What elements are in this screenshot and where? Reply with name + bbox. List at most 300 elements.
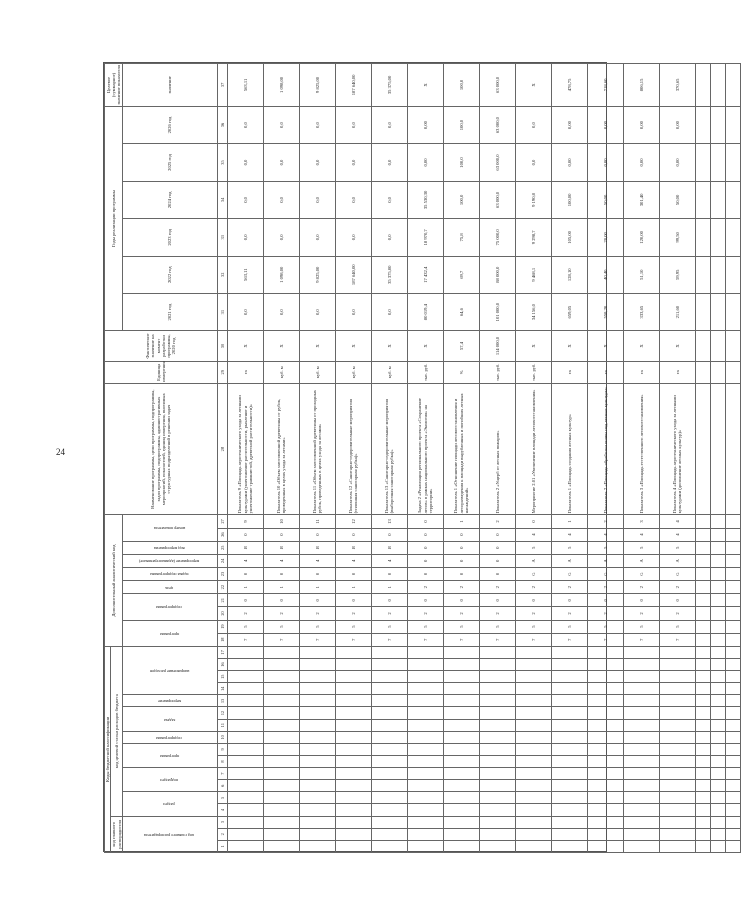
table-row [587,64,623,853]
kbk-cell [551,695,587,707]
unit-cell: куб. м [263,361,299,383]
kbk-cell [407,828,443,840]
kbk-cell [587,659,623,671]
kbk-cell [443,792,479,804]
analytic-subcol-header [122,567,217,580]
year-value-cell: 0,0 [299,181,335,218]
kbk-cell [551,768,587,780]
indicator-name-cell: Задача 2 «Реализация регионального проекта «Сохранение лесов» в рамках национального проекта «Экология» на территории» [407,383,443,514]
kbk-subcol-header [122,707,217,731]
table-row [263,64,299,853]
fact-value-cell: Х [407,331,443,361]
kbk-cell [299,828,335,840]
empty-cell [695,256,710,293]
kbk-cell [263,719,299,731]
vertical-header-label: подпрограмма [156,605,182,611]
kbk-cell [299,840,335,852]
year-value-cell: 0,0 [299,293,335,330]
analytic-code-cell: 0 [407,541,443,554]
year-value-cell: 0,0 [263,106,299,143]
column-number: 31 [217,293,227,330]
kbk-cell [479,659,515,671]
column-number: 18 [217,633,227,646]
kbk-cell [479,695,515,707]
kbk-cell [407,646,443,658]
kbk-subcol-header [122,646,217,695]
table-row [407,64,443,853]
year-value-cell: 0,0 [515,144,551,181]
kbk-cell [659,792,695,804]
analytic-code-cell: 0 [515,515,551,528]
kbk-cell [515,743,551,755]
empty-cell [725,581,740,594]
indicator-name-cell: Показатель 3 «Площадь естественного лесовосстановления» [623,383,659,514]
kbk-cell [227,816,263,828]
kbk-cell [551,683,587,695]
column-number: 21 [217,594,227,607]
year-value-cell: 64,6 [443,293,479,330]
analytic-code-cell: 3 [623,515,659,528]
kbk-cell [587,671,623,683]
analytic-code-cell: 2 [587,581,623,594]
column-number: 37 [217,64,227,107]
analytic-code-cell: 1 [263,581,299,594]
analytic-code-cell: 7 [335,633,371,646]
table-row [371,64,407,853]
column-number: 5 [217,792,227,804]
year-value-cell: 100,00 [551,181,587,218]
year-value-cell: 0,0 [335,181,371,218]
kbk-cell [227,792,263,804]
empty-cell [725,840,740,852]
analytic-code-cell: 7 [227,633,263,646]
empty-cell [710,567,725,580]
analytic-subcol-header [122,620,217,646]
fact-value-cell: Х [623,331,659,361]
kbk-cell [479,804,515,816]
empty-cell [710,181,725,218]
analytic-code-cell: G [587,567,623,580]
fact-value-cell: Х [659,331,695,361]
kbk-cell [443,756,479,768]
kbk-subcol-header [122,816,217,852]
empty-cell [695,719,710,731]
column-number: 24 [217,554,227,567]
kbk-cell [551,804,587,816]
analytic-code-cell: 2 [407,581,443,594]
unit-cell: % [443,361,479,383]
kbk-cell [299,646,335,658]
analytic-code-cell: 4 [263,554,299,567]
analytic-code-cell: 5 [659,541,695,554]
kbk-cell [443,671,479,683]
kbk-cell [227,707,263,719]
analytic-code-cell: 2 [659,581,695,594]
analytic-code-cell: 4 [371,554,407,567]
kbk-cell [479,768,515,780]
unit-cell: тыс. руб. [515,361,551,383]
kbk-cell [659,816,695,828]
empty-cell [725,620,740,633]
kbk-cell [551,646,587,658]
empty-cell [710,64,725,107]
column-number: 34 [217,181,227,218]
analytic-code-cell: 0 [659,594,695,607]
empty-cell [695,144,710,181]
table-row [443,64,479,853]
kbk-cell [407,768,443,780]
analytic-code-cell: 0 [299,567,335,580]
final-value-cell: 478,75 [551,64,587,107]
kbk-cell [479,756,515,768]
unit-cell: га [587,361,623,383]
analytic-subcol-header [122,515,217,541]
column-number: 12 [217,707,227,719]
kbk-cell [299,804,335,816]
unit-cell: куб. м [335,361,371,383]
empty-cell [725,707,740,719]
rotated-table-wrapper [104,63,683,853]
kbk-cell [515,683,551,695]
kbk-cell [335,683,371,695]
empty-cell [695,633,710,646]
column-number: 33 [217,219,227,256]
final-sub-header: значение [122,64,217,107]
kbk-cell [263,804,299,816]
kbk-cell [263,671,299,683]
analytic-code-cell: 7 [443,633,479,646]
analytic-code-cell: 2 [335,607,371,620]
empty-row [710,64,725,853]
kbk-cell [407,719,443,731]
year-value-cell: 0,0 [371,144,407,181]
year-value-cell: 70,00 [587,219,623,256]
kbk-cell [227,671,263,683]
indicator-name-cell: Показатель 13 «Санитарно-оздоровительные мероприятия (выборочная санитарная рубка)» [371,383,407,514]
kbk-cell [335,743,371,755]
empty-cell [695,64,710,107]
analytic-code-cell: 1 [371,581,407,594]
empty-cell [695,756,710,768]
column-number: 14 [217,683,227,695]
analytic-code-cell: 5 [443,620,479,633]
kbk-cell [335,816,371,828]
empty-cell [725,554,740,567]
analytic-code-cell: 13 [371,515,407,528]
analytic-code-cell: 4 [623,528,659,541]
kbk-cell [227,659,263,671]
analytic-code-cell: 0 [623,594,659,607]
kbk-cell [299,768,335,780]
kbk-cell [371,743,407,755]
analytic-subcol-header [122,594,217,620]
column-number: 32 [217,256,227,293]
year-value-cell: 101 000,0 [479,293,515,330]
kbk-cell [587,646,623,658]
analytic-code-cell: 11 [299,515,335,528]
empty-cell [695,567,710,580]
analytic-code-cell: 2 [551,607,587,620]
kbk-cell [227,780,263,792]
kbk-cell [227,683,263,695]
year-value-cell: 0,00 [587,106,623,143]
analytic-code-cell: 2 [263,607,299,620]
analytic-code-cell: 5 [551,620,587,633]
empty-cell [710,731,725,743]
analytic-code-cell: 4 [299,554,335,567]
analytic-code-cell: 0 [335,528,371,541]
kbk-cell [371,804,407,816]
kbk-cell [407,671,443,683]
kbk-cell [551,792,587,804]
analytic-code-cell: 7 [659,633,695,646]
analytic-code-cell: 0 [407,554,443,567]
year-value-cell: 50,00 [659,181,695,218]
empty-cell [725,567,740,580]
kbk-cell [515,646,551,658]
kbk-cell [227,646,263,658]
final-value-cell: 100,0 [443,64,479,107]
kbk-cell [443,743,479,755]
analytic-code-cell: 2 [659,607,695,620]
kbk-cell [515,707,551,719]
fact-value-cell: Х [335,331,371,361]
unit-cell: га [659,361,695,383]
analytic-code-cell: 5 [587,620,623,633]
analytic-code-cell: 0 [227,594,263,607]
year-value-cell: 35 530,30 [407,181,443,218]
column-number: 28 [217,383,227,514]
kbk-subcol-header [122,743,217,767]
kbk-cell [623,840,659,852]
kbk-cell [263,659,299,671]
analytic-code-cell: 0 [299,528,335,541]
kbk-cell [479,719,515,731]
table-row [551,64,587,853]
year-value-cell: 0,0 [335,144,371,181]
empty-cell [695,671,710,683]
kbk-cell [623,816,659,828]
kbk-cell [299,756,335,768]
empty-cell [710,106,725,143]
analytic-code-cell: G [659,567,695,580]
empty-cell [725,594,740,607]
kbk-cell [587,707,623,719]
kbk-cell [407,804,443,816]
kbk-cell [551,828,587,840]
empty-cell [725,792,740,804]
kbk-cell [299,707,335,719]
program-indicators-table [104,63,741,853]
analytic-code-cell: Я [299,541,335,554]
kbk-subcol-header [122,731,217,743]
column-number: 6 [217,780,227,792]
analytic-code-cell: 2 [515,607,551,620]
kbk-cell [407,659,443,671]
empty-cell [710,828,725,840]
empty-cell [695,331,710,361]
analytic-code-cell: 1 [335,581,371,594]
kbk-cell [515,804,551,816]
empty-cell [710,707,725,719]
year-value-cell: 0,0 [263,293,299,330]
analytic-subcol-header [122,541,217,554]
kbk-cell [623,671,659,683]
kbk-cell [335,646,371,658]
analytic-code-cell: 2 [587,607,623,620]
final-value-cell: 806,15 [623,64,659,107]
analytic-code-cell: 2 [443,607,479,620]
kbk-cell [227,804,263,816]
kbk-cell [263,792,299,804]
empty-cell [710,840,725,852]
empty-cell [725,804,740,816]
year-header: 2026 год [122,106,217,143]
empty-cell [710,719,725,731]
kbk-cell [335,780,371,792]
unit-cell: га [551,361,587,383]
kbk-cell [551,659,587,671]
empty-cell [725,719,740,731]
kbk-cell [335,840,371,852]
kbk-cell [659,780,695,792]
empty-cell [710,594,725,607]
kbk-cell [443,695,479,707]
year-value-cell: 301,40 [623,181,659,218]
year-value-cell: 0,0 [227,106,263,143]
empty-cell [710,219,725,256]
kbk-cell [623,756,659,768]
final-value-cell: Х [515,64,551,107]
analytic-code-cell: 2 [299,607,335,620]
analytic-code-cell: 5 [479,620,515,633]
kbk-cell [659,840,695,852]
analytic-code-cell: 2 [479,515,515,528]
vertical-header-label: цель [165,585,174,591]
analytic-code-cell: 5 [371,620,407,633]
table-row [335,64,371,853]
kbk-cell [659,646,695,658]
empty-cell [695,743,710,755]
analytic-code-cell: 7 [299,633,335,646]
kbk-cell [263,840,299,852]
kbk-group-header: Коды бюджетной классификации [105,646,111,852]
empty-cell [710,620,725,633]
empty-cell [725,731,740,743]
kbk-cell [515,659,551,671]
kbk-cell [371,671,407,683]
kbk-cell [659,659,695,671]
vertical-header-label: подпрограмма [156,735,182,741]
year-header: 2023 год [122,219,217,256]
kbk-cell [587,683,623,695]
kbk-cell [479,731,515,743]
year-value-cell: 63 000,0 [479,181,515,218]
analytic-code-cell: Я [371,541,407,554]
analytic-code-cell: 0 [551,594,587,607]
kbk-subcol-header [122,695,217,707]
year-value-cell: 0,00 [551,144,587,181]
kbk-cell [479,792,515,804]
column-number: 8 [217,756,227,768]
final-value-cell: 718,60 [587,64,623,107]
year-value-cell: 9 298,7 [515,219,551,256]
year-value-cell: 105,00 [551,219,587,256]
empty-cell [695,181,710,218]
analytic-code-cell: 0 [407,528,443,541]
kbk-cell [335,756,371,768]
kbk-cell [479,743,515,755]
year-value-cell: 0,00 [623,106,659,143]
analytic-code-cell: 0 [479,567,515,580]
analytic-code-cell: 0 [227,528,263,541]
kbk-cell [227,695,263,707]
kbk-cell [479,780,515,792]
analytic-code-cell: 5 [587,541,623,554]
year-value-cell: 0,00 [659,144,695,181]
kbk-cell [371,780,407,792]
kbk-cell [623,768,659,780]
fact-value-cell: Х [551,331,587,361]
kbk-cell [515,756,551,768]
year-value-cell: 0,0 [227,219,263,256]
analytic-code-cell: 0 [479,528,515,541]
kbk-cell [587,768,623,780]
kbk-cell [515,768,551,780]
column-number: 1 [217,840,227,852]
empty-cell [725,515,740,528]
final-value-cell: 370,65 [659,64,695,107]
kbk-cell [227,768,263,780]
kbk-cell [623,683,659,695]
unit-cell: га [227,361,263,383]
empty-cell [725,256,740,293]
analytic-code-cell: А [659,554,695,567]
kbk-target-article-header: код целевой статьи расходов бюджета [111,646,123,816]
analytic-code-cell: Я [335,541,371,554]
year-value-cell: 100,0 [443,181,479,218]
empty-cell [710,554,725,567]
kbk-cell [407,756,443,768]
kbk-cell [371,792,407,804]
analytic-code-cell: 10 [263,515,299,528]
kbk-cell [335,731,371,743]
empty-cell [710,792,725,804]
column-number: 15 [217,671,227,683]
kbk-cell [551,719,587,731]
fact-value-cell: Х [299,331,335,361]
year-value-cell: 187 640,00 [335,256,371,293]
analytic-code-cell: 5 [335,620,371,633]
year-value-cell: 0,0 [371,293,407,330]
column-number: 26 [217,528,227,541]
analytic-code-cell: 4 [335,554,371,567]
vertical-header-label: мероприятие [157,699,181,705]
analytic-code-cell: 2 [371,607,407,620]
year-value-cell: 50,00 [587,181,623,218]
year-value-cell: 558,20 [587,293,623,330]
year-header: 2021 год [122,293,217,330]
column-number: 10 [217,731,227,743]
year-value-cell: 18 970,7 [407,219,443,256]
kbk-cell [587,719,623,731]
year-header: 2025 год [122,144,217,181]
kbk-cell [443,816,479,828]
year-value-cell: 99,50 [659,219,695,256]
fact-value-cell: Х [587,331,623,361]
kbk-cell [479,816,515,828]
kbk-cell [407,816,443,828]
